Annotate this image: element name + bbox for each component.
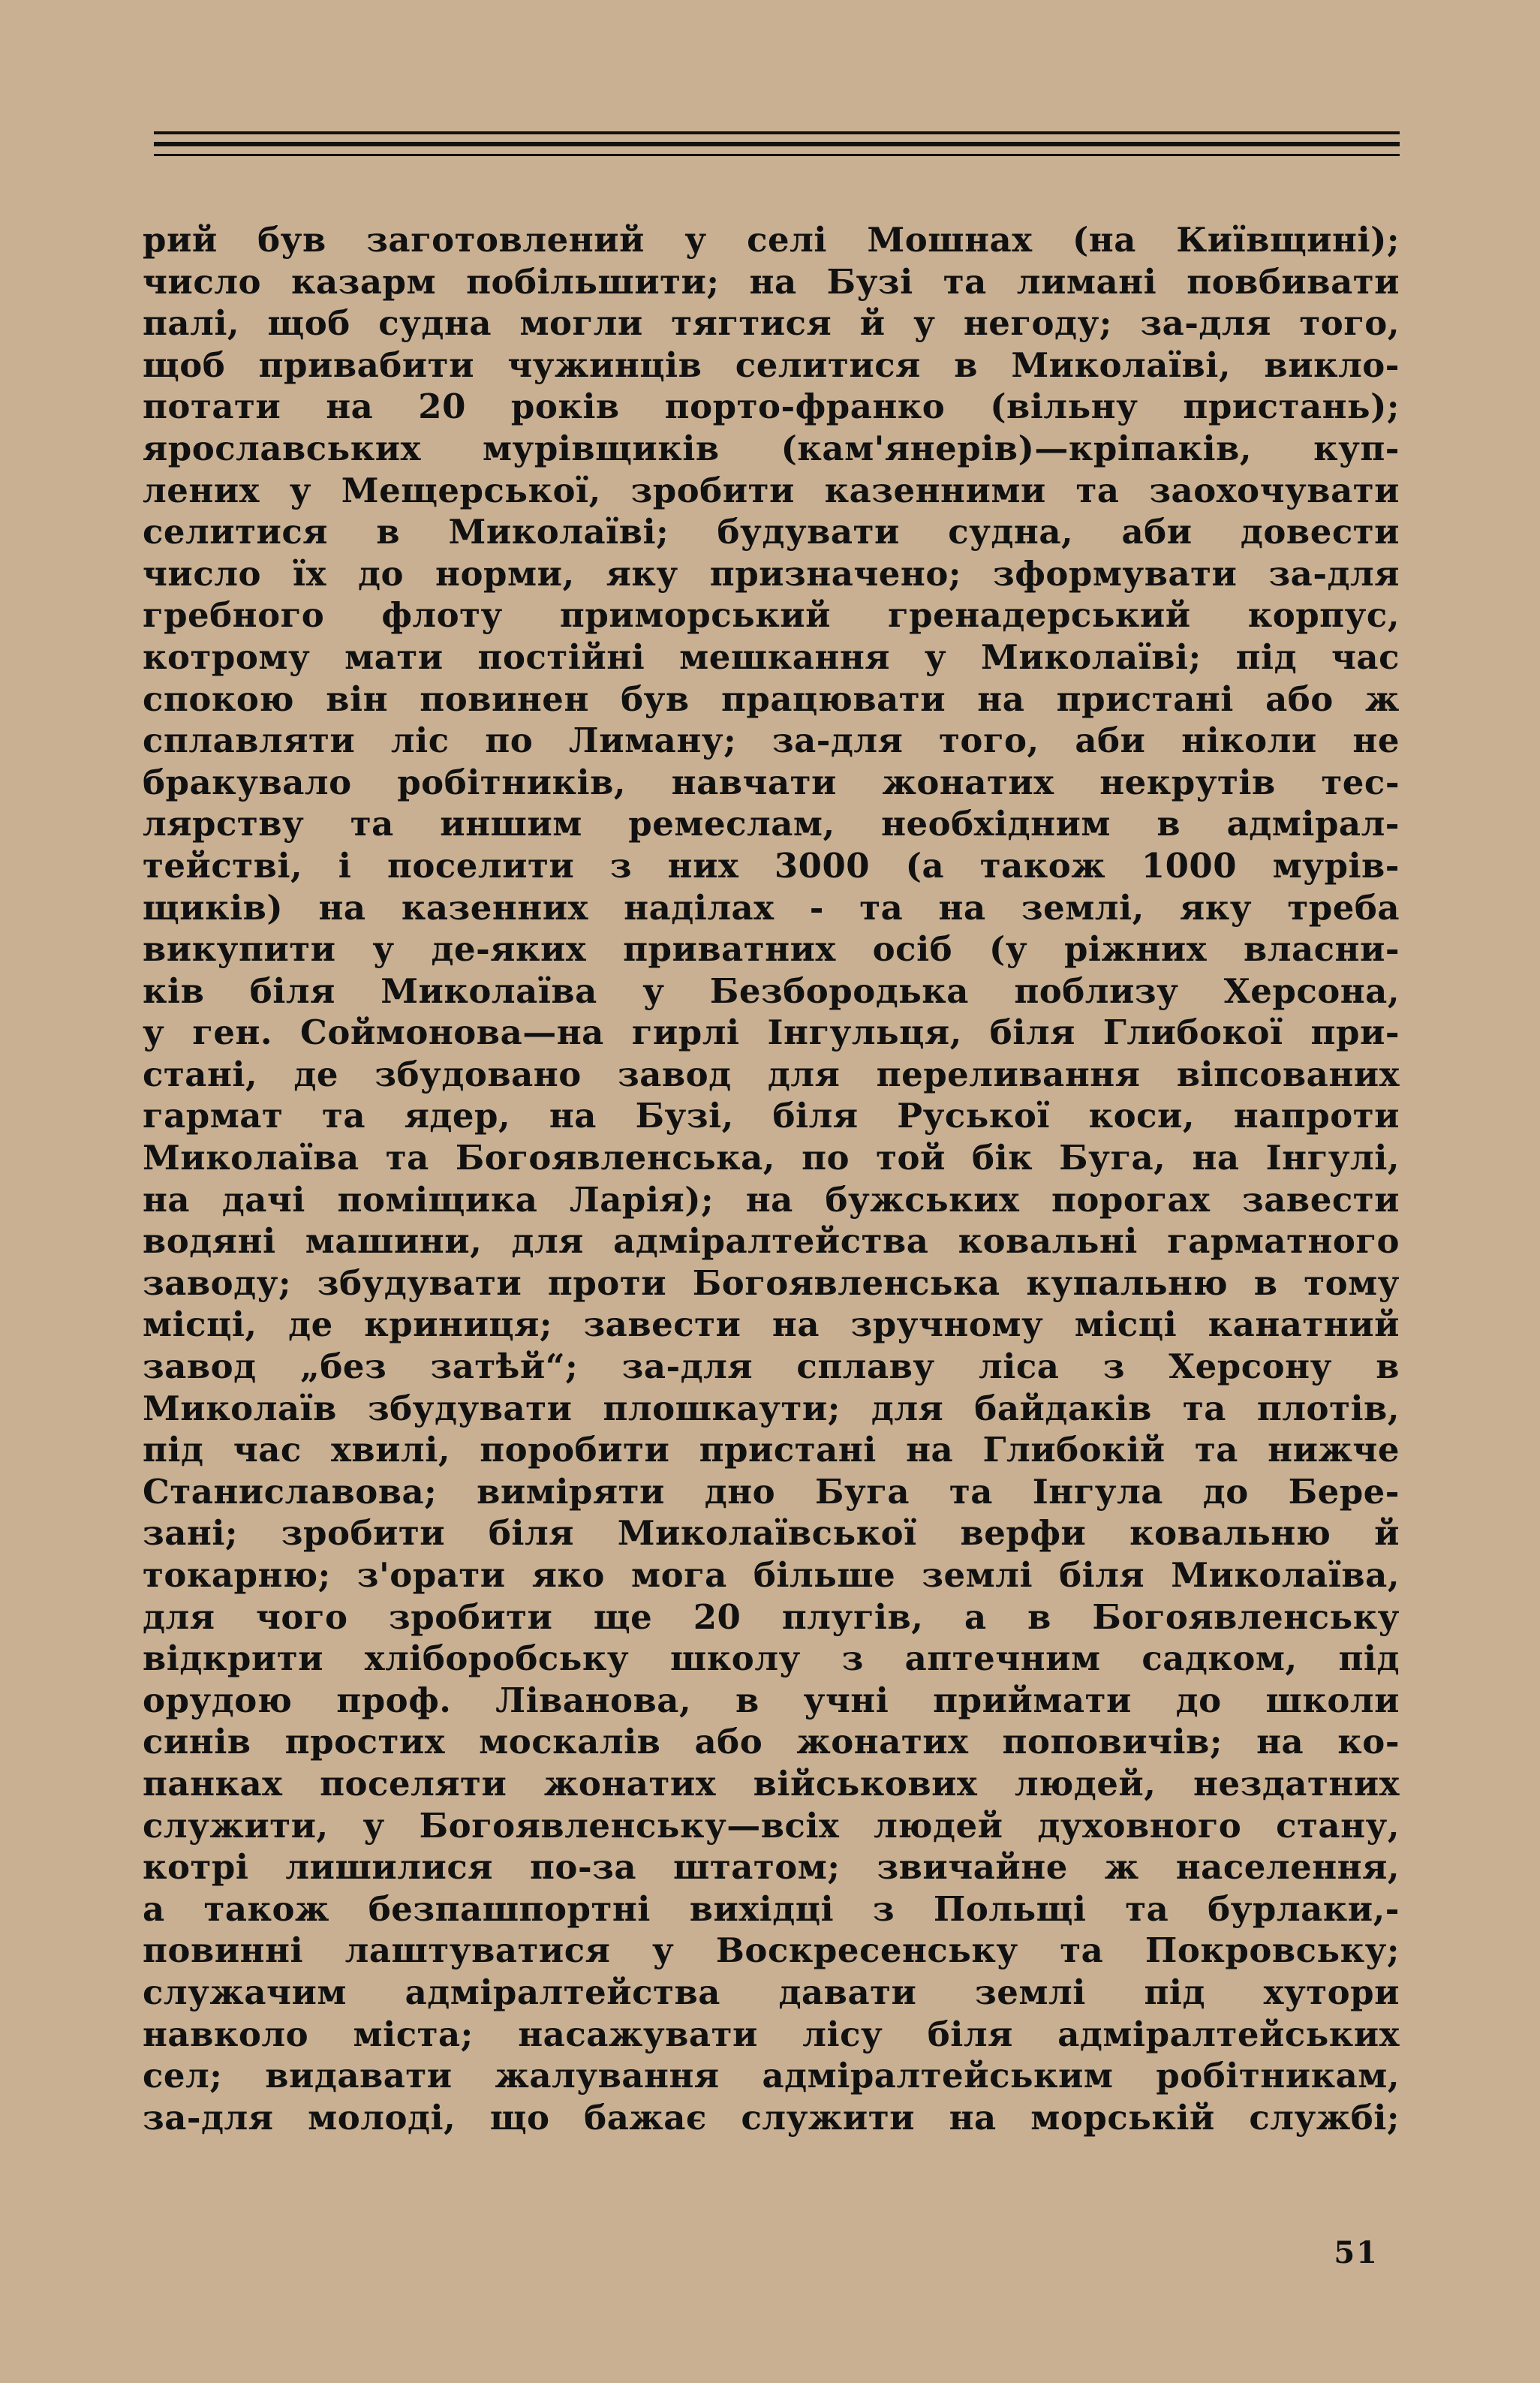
text-line: бракувало робітників, навчати жонатих некрутів тес-	[143, 762, 1400, 802]
text-line: гребного флоту приморський гренадерський корпус,	[143, 595, 1400, 636]
text-line: синів простих москалів або жонатих поповичів; на ко-	[143, 1722, 1400, 1762]
text-line: спокою він повинен був працювати на пристані або ж	[143, 678, 1400, 719]
text-line: селитися в Миколаїві; будувати судна, аби довести	[143, 512, 1400, 552]
text-line: Станиславова; виміряти дно Буга та Інгула до Бере-	[143, 1471, 1400, 1512]
text-line: сплавляти ліс по Лиману; за-для того, аби ніколи не	[143, 721, 1400, 761]
text-line: відкрити хліборобську школу з аптечним садком, під	[143, 1638, 1400, 1679]
text-line: лярству та иншим ремеслам, необхідним в адмірал-	[143, 804, 1400, 844]
text-line: палі, щоб судна могли тягтися й у негоду; за-для того,	[143, 303, 1400, 344]
text-line: ків біля Миколаїва у Безбородька поблизу Херсона,	[143, 970, 1400, 1011]
text-line: котрому мати постійні мешкання у Миколаїві; під час	[143, 636, 1400, 677]
header-rule-bottom	[154, 154, 1400, 156]
text-line: сел; видавати жалування адміралтейським робітникам,	[143, 2056, 1400, 2096]
text-line: повинні лаштуватися у Воскресенську та Покровську;	[143, 1930, 1400, 1971]
text-line: щоб привабити чужинців селитися в Миколаїві, викло-	[143, 345, 1400, 385]
body-text	[143, 219, 1400, 2138]
text-line: котрі лишилися по-за штатом; звичайне ж населення,	[143, 1847, 1400, 1888]
page-number: 51	[1334, 2235, 1379, 2270]
text-line: для чого зробити ще 20 плугів, а в Богоявленську	[143, 1596, 1400, 1637]
text-line: зані; зробити біля Миколаївської верфи ковальню й	[143, 1513, 1400, 1554]
text-line: під час хвилі, поробити пристані на Глибокій та нижче	[143, 1430, 1400, 1470]
header-rule-middle	[154, 142, 1400, 146]
text-line: служачим адміралтейства давати землі під хутори	[143, 1972, 1400, 2012]
header-rules	[154, 131, 1400, 156]
text-line: щиків) на казенних наділах - та на землі, яку треба	[143, 887, 1400, 928]
text-line: за-для молоді, що бажає служити на морській службі;	[143, 2097, 1400, 2138]
text-line: у ген. Соймонова—на гирлі Інгульця, біля Глибокої при-	[143, 1012, 1400, 1053]
text-line: навколо міста; насажувати лісу біля адміралтейських	[143, 2014, 1400, 2054]
text-line: а також безпашпортні вихідці з Польщі та бурлаки,-	[143, 1888, 1400, 1929]
text-line: число казарм побільшити; на Бузі та лимані повбивати	[143, 261, 1400, 302]
text-line: на дачі поміщика Ларія); на бужських порогах завести	[143, 1179, 1400, 1220]
text-line: орудою проф. Ліванова, в учні приймати до школи	[143, 1680, 1400, 1720]
text-line: число їх до норми, яку призначено; зформувати за-для	[143, 553, 1400, 594]
text-line: викупити у де-яких приватних осіб (у ріжних власни-	[143, 929, 1400, 970]
text-line: місці, де криниця; завести на зручному місці канатний	[143, 1304, 1400, 1345]
header-rule-top	[154, 131, 1400, 134]
text-line: панках поселяти жонатих військових людей, нездатних	[143, 1763, 1400, 1804]
text-line: потати на 20 років порто-франко (вільну пристань);	[143, 387, 1400, 427]
text-line: водяні машини, для адміралтейства ковальні гарматного	[143, 1221, 1400, 1262]
text-line: служити, у Богоявленську—всіх людей духовного стану,	[143, 1805, 1400, 1846]
text-line: лених у Мещерської, зробити казенними та заохочувати	[143, 470, 1400, 510]
text-line: Миколаїва та Богоявленська, по той бік Буга, на Інгулі,	[143, 1138, 1400, 1178]
text-line: гармат та ядер, на Бузі, біля Руської коси, напроти	[143, 1096, 1400, 1136]
text-line: стані, де збудовано завод для переливання віпсованих	[143, 1054, 1400, 1094]
text-line: завод „без затѣй“; за-для сплаву ліса з Херсону в	[143, 1346, 1400, 1387]
text-line: Миколаїв збудувати плошкаути; для байдаків та плотів,	[143, 1388, 1400, 1428]
text-line: токарню; з'орати яко мога більше землі біля Миколаїва,	[143, 1555, 1400, 1595]
text-line: ярославських мурівщиків (кам'янерів)—кріпаків, куп-	[143, 428, 1400, 468]
text-line: заводу; збудувати проти Богоявленська купальню в тому	[143, 1262, 1400, 1303]
text-line: рий був заготовлений у селі Мошнах (на Київщині);	[143, 220, 1400, 260]
text-line: тействі, і поселити з них 3000 (а також 1000 мурів-	[143, 845, 1400, 886]
